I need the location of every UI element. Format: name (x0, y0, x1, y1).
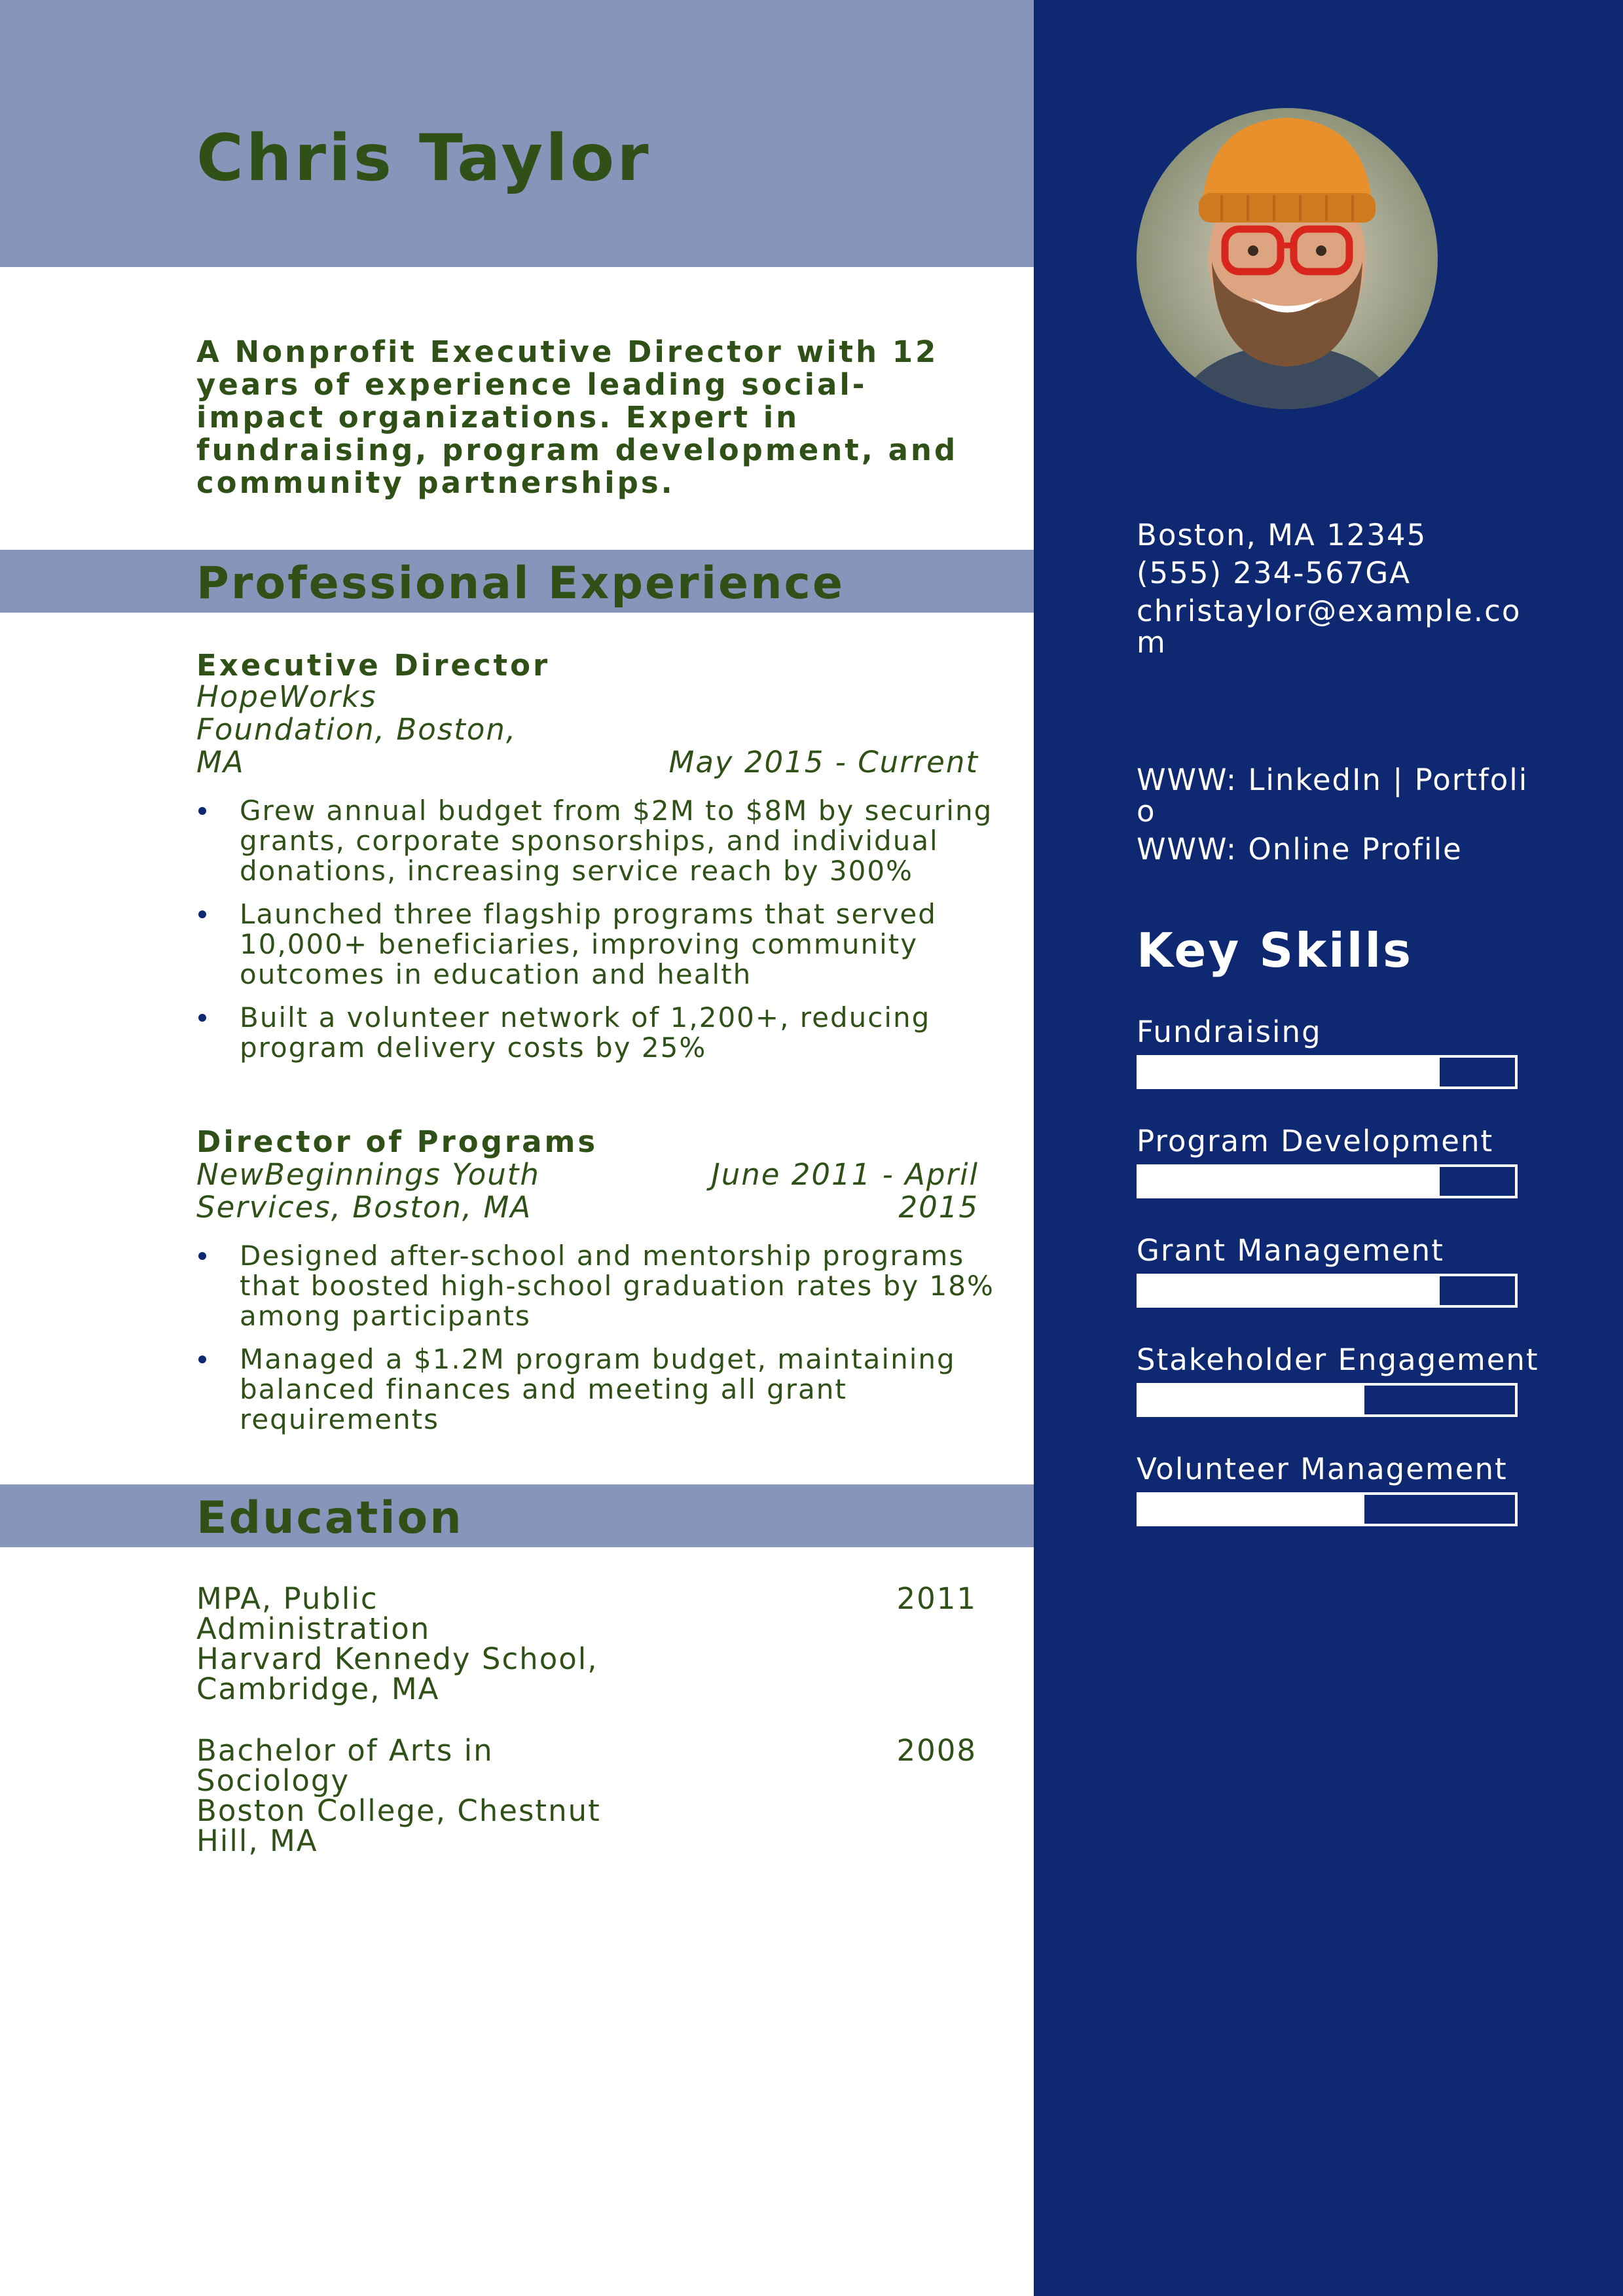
job-bullets (196, 1241, 995, 1448)
job-date-line: 2015 (898, 1190, 979, 1225)
education-year: 2011 (896, 1581, 977, 1616)
skill-bar (1137, 1164, 1518, 1198)
degree-line: Harvard Kennedy School, (196, 1641, 598, 1676)
education-year: 2008 (896, 1733, 977, 1768)
skill-bar-fill (1139, 1495, 1364, 1524)
job-date-line: May 2015 - Current (668, 745, 979, 780)
contact-phone: (555) 234-567GA (1137, 556, 1411, 590)
skill-bar-fill (1139, 1276, 1440, 1305)
summary: A Nonprofit Executive Director with 12 years of experience leading social-impact organizations. Expert in fundraising, program development, and community partnerships. (196, 334, 958, 500)
education-degree (196, 1581, 655, 1706)
contact-links (1137, 764, 1542, 865)
skill-bar-fill (1139, 1167, 1440, 1196)
degree-line: MPA, Public (196, 1581, 378, 1616)
education-band (0, 1484, 1034, 1547)
online-profile-link[interactable]: WWW: Online Profile (1137, 832, 1463, 867)
experience-title: Professional Experience (196, 558, 845, 609)
job-org-line: Services, Boston, MA (196, 1190, 532, 1225)
job-date-line: June 2011 - April (711, 1157, 979, 1192)
candidate-name: Chris Taylor (196, 121, 651, 196)
skill-bar (1137, 1274, 1518, 1308)
skills-title: Key Skills (1137, 923, 1413, 978)
bullet-item: Managed a $1.2M program budget, maintaining balanced finances and meeting all grant requirements (196, 1344, 995, 1435)
bullet-item: Grew annual budget from $2M to $8M by securing grants, corporate sponsorships, and individual donations, increasing service reach by 300% (196, 796, 995, 886)
job-dates (589, 1158, 979, 1224)
job-org (196, 1158, 540, 1224)
degree-line: Cambridge, MA (196, 1672, 440, 1706)
skill-bar (1137, 1383, 1518, 1417)
skill-bar (1137, 1492, 1518, 1526)
degree-line: Sociology (196, 1763, 350, 1798)
skill-bar-fill (1139, 1058, 1440, 1086)
education-title: Education (196, 1492, 464, 1544)
degree-line: Bachelor of Arts in (196, 1733, 494, 1768)
skill-label: Volunteer Management (1137, 1452, 1508, 1486)
bullet-item: Built a volunteer network of 1,200+, reducing program delivery costs by 25% (196, 1003, 995, 1063)
job-dates (589, 746, 979, 779)
degree-line: Administration (196, 1611, 431, 1646)
job-org-line: HopeWorks (196, 679, 377, 714)
job-title: Executive Director (196, 648, 551, 683)
bullet-item: Designed after-school and mentorship programs that boosted high-school graduation rates by 18% among participants (196, 1241, 995, 1331)
degree-line: Boston College, Chestnut (196, 1793, 601, 1828)
job-title: Director of Programs (196, 1124, 598, 1159)
job-org-line: Foundation, Boston, (196, 712, 517, 747)
contact-email[interactable]: christaylor@example.com (1137, 594, 1522, 660)
job-bullets (196, 796, 995, 1076)
skill-bar-fill (1139, 1386, 1364, 1414)
linkedin-portfolio-link[interactable]: WWW: LinkedIn | Portfolio (1137, 762, 1529, 829)
education-degree (196, 1733, 655, 1858)
contact-address: Boston, MA 12345 (1137, 518, 1427, 552)
skill-bar (1137, 1055, 1518, 1089)
bullet-item: Launched three flagship programs that served 10,000+ beneficiaries, improving community outcomes in education and health (196, 899, 995, 990)
profile-photo (1137, 108, 1438, 409)
skill-label: Grant Management (1137, 1233, 1444, 1268)
skill-label: Fundraising (1137, 1014, 1322, 1049)
job-org-line: MA (196, 745, 245, 780)
skill-label: Stakeholder Engagement (1137, 1342, 1539, 1377)
degree-line: Hill, MA (196, 1823, 318, 1858)
job-org (196, 681, 517, 779)
skill-label: Program Development (1137, 1124, 1494, 1158)
profile-photo-icon (1137, 108, 1438, 409)
contact-info (1137, 520, 1542, 658)
job-org-line: NewBeginnings Youth (196, 1157, 540, 1192)
